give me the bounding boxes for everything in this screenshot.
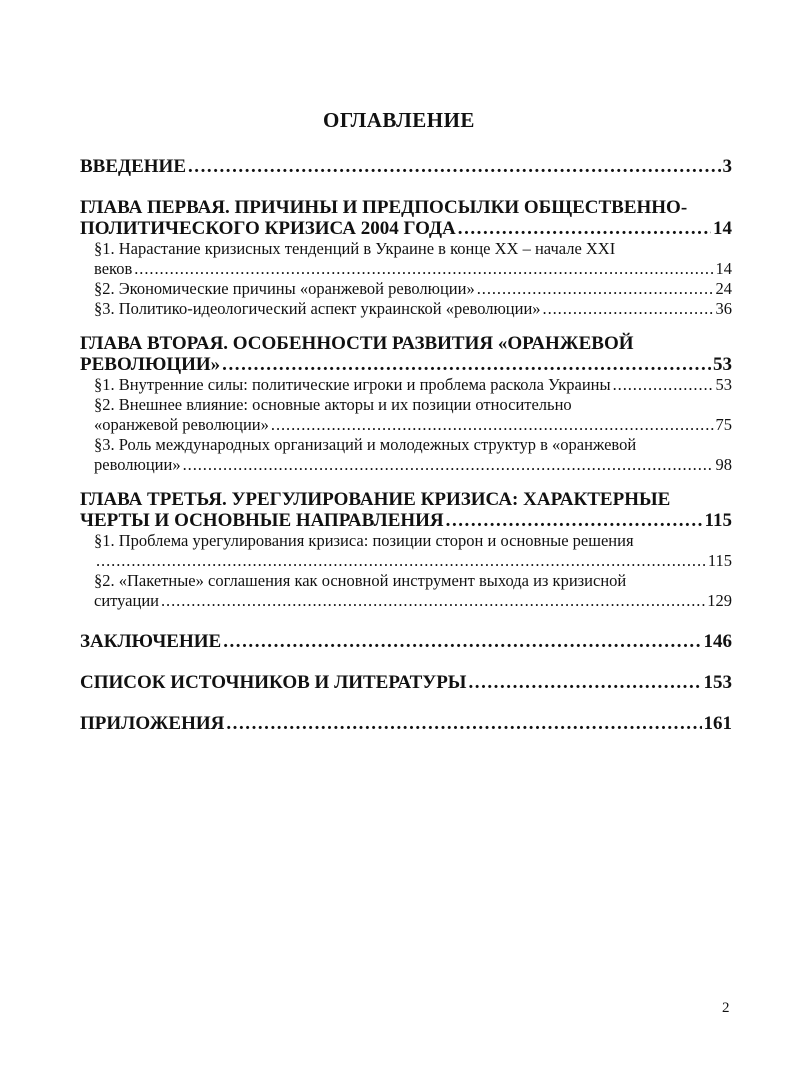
toc-entry-page: 24 <box>715 279 732 298</box>
toc-entry-title: ЗАКЛЮЧЕНИЕ <box>80 631 222 652</box>
toc-entry-conclusion <box>80 631 732 652</box>
toc-entry-page: 14 <box>713 218 732 239</box>
toc-entry-title-line1: §1. Проблема урегулирования кризиса: позиции сторон и основные решения <box>94 531 634 550</box>
toc-entry-chapter-1 <box>80 197 732 239</box>
toc-entry-page: 36 <box>715 299 732 318</box>
toc-entry-title-line2: ЧЕРТЫ И ОСНОВНЫЕ НАПРАВЛЕНИЯ <box>80 510 444 531</box>
dot-leader <box>226 713 701 734</box>
toc-entry-page: 153 <box>703 672 732 693</box>
dot-leader <box>613 375 714 395</box>
toc-entry-page: 115 <box>704 510 732 531</box>
dot-leader <box>96 551 706 571</box>
toc-entry-title-line1: §1. Нарастание кризисных тенденций в Украине в конце XX – начале XXI <box>94 239 616 258</box>
toc-entry-ch2-sec1 <box>80 375 732 395</box>
toc-entry-sources <box>80 672 732 693</box>
toc-entry-title-line1: ГЛАВА ТРЕТЬЯ. УРЕГУЛИРОВАНИЕ КРИЗИСА: ХАРАКТЕРНЫЕ <box>80 489 671 510</box>
toc-entry-title-line1: ГЛАВА ПЕРВАЯ. ПРИЧИНЫ И ПРЕДПОСЫЛКИ ОБЩЕСТВЕННО- <box>80 197 688 218</box>
toc-entry-introduction <box>80 156 732 177</box>
toc-entry-page: 14 <box>715 259 732 278</box>
toc-entry-title: §3. Политико-идеологический аспект украинской «революции» <box>94 299 541 318</box>
toc-entry-title-line2: революции» <box>94 455 181 474</box>
dot-leader <box>477 279 714 299</box>
toc-entry-title-line2: «оранжевой революции» <box>94 415 269 434</box>
toc-entry-title-line1: §3. Роль международных организаций и молодежных структур в «оранжевой <box>94 435 637 454</box>
toc-entry-ch3-sec2 <box>80 571 732 611</box>
toc-entry-title: СПИСОК ИСТОЧНИКОВ И ЛИТЕРАТУРЫ <box>80 672 467 693</box>
toc-entry-ch3-sec1 <box>80 531 732 571</box>
page-number: 2 <box>722 1000 730 1016</box>
toc-entry-appendices <box>80 713 732 734</box>
toc-entry-title-line1: §2. «Пакетные» соглашения как основной инструмент выхода из кризисной <box>94 571 627 590</box>
dot-leader <box>161 591 705 611</box>
toc-entry-page: 115 <box>707 551 732 570</box>
toc-entry-title-line1: ГЛАВА ВТОРАЯ. ОСОБЕННОСТИ РАЗВИТИЯ «ОРАНЖЕВОЙ <box>80 333 634 354</box>
toc-entry-page: 98 <box>715 455 732 474</box>
toc-entry-page: 3 <box>722 156 732 177</box>
dot-leader <box>468 672 701 693</box>
toc-entry-ch2-sec2 <box>80 395 732 435</box>
toc-entry-title-line1: §2. Внешнее влияние: основные акторы и их позиции относительно <box>94 395 572 414</box>
toc-entry-title: §1. Внутренние силы: политические игроки и проблема раскола Украины <box>94 375 611 394</box>
toc-entry-ch1-sec2 <box>80 279 732 299</box>
dot-leader <box>543 299 714 319</box>
dot-leader <box>188 156 721 177</box>
dot-leader <box>183 455 714 475</box>
dot-leader <box>134 259 713 279</box>
toc-entry-ch1-sec3 <box>80 299 732 319</box>
toc-entry-title: §2. Экономические причины «оранжевой революции» <box>94 279 475 298</box>
dot-leader <box>222 354 711 375</box>
toc-entry-title-line2: ПОЛИТИЧЕСКОГО КРИЗИСА 2004 ГОДА <box>80 218 456 239</box>
toc-entry-chapter-2 <box>80 333 732 375</box>
toc-entry-page: 75 <box>715 415 732 434</box>
toc-entry-chapter-3 <box>80 489 732 531</box>
toc-entry-title-line2: ситуации <box>94 591 159 610</box>
toc-entry-page: 129 <box>707 591 732 610</box>
toc-entry-title: ВВЕДЕНИЕ <box>80 156 186 177</box>
toc-entry-page: 161 <box>703 713 732 734</box>
toc-entry-page: 53 <box>715 375 732 394</box>
table-of-contents <box>80 150 732 734</box>
toc-entry-page: 53 <box>713 354 732 375</box>
toc-entry-ch2-sec3 <box>80 435 732 475</box>
toc-entry-title-line2: веков <box>94 259 133 278</box>
dot-leader <box>223 631 701 652</box>
page-title: ОГЛАВЛЕНИЕ <box>323 108 475 132</box>
dot-leader <box>458 218 711 239</box>
toc-entry-ch1-sec1 <box>80 239 732 279</box>
toc-entry-title-line2: РЕВОЛЮЦИИ» <box>80 354 221 375</box>
toc-entry-title: ПРИЛОЖЕНИЯ <box>80 713 225 734</box>
dot-leader <box>446 510 703 531</box>
toc-entry-page: 146 <box>703 631 732 652</box>
dot-leader <box>271 415 714 435</box>
